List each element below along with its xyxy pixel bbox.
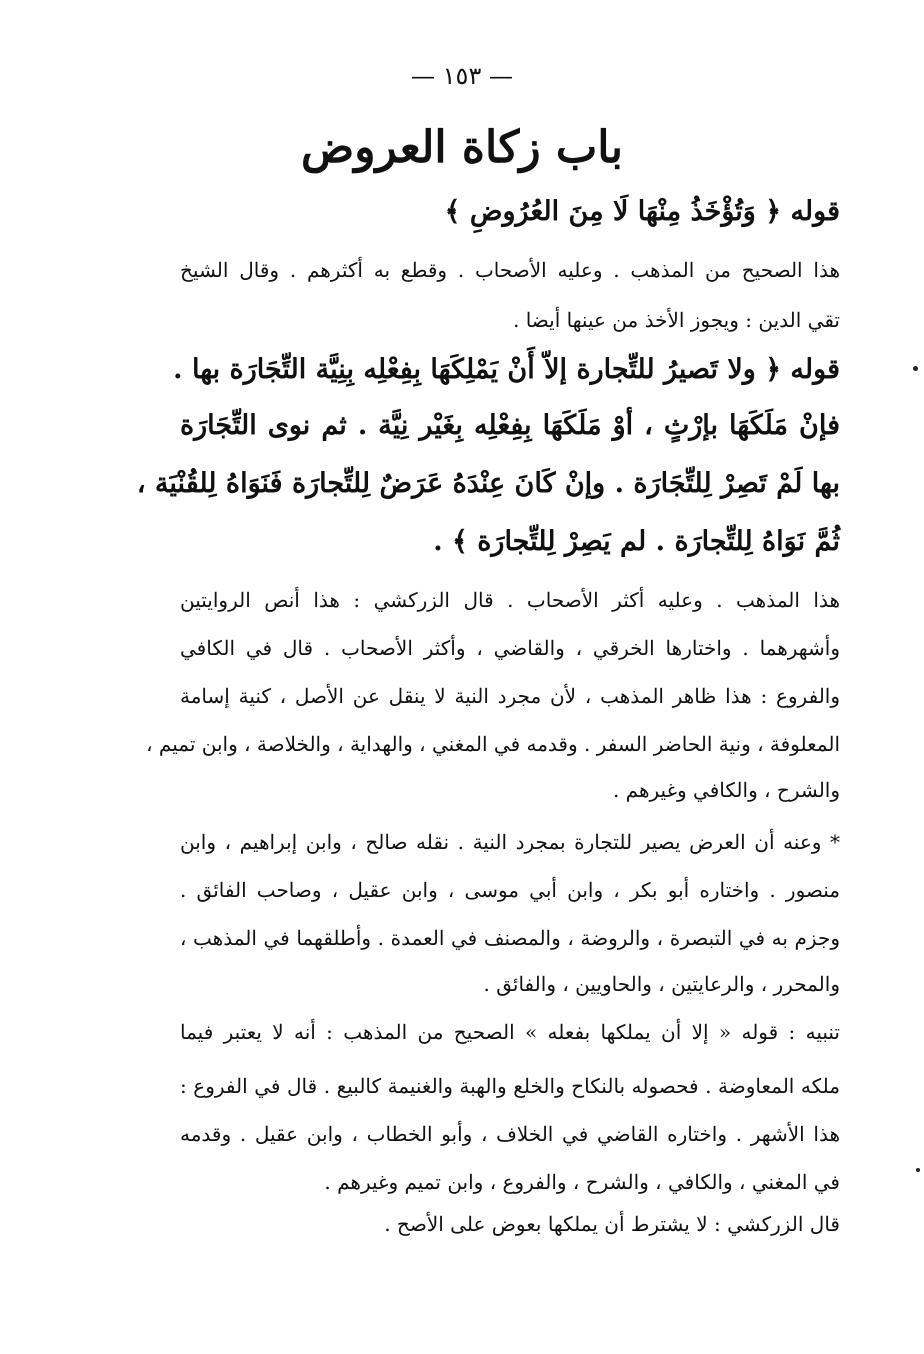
text-line: قوله ﴿ وَتُؤْخَذُ مِنْهَا لَا مِنَ العُرُوضِ ﴾ — [444, 196, 840, 227]
chapter-title: باب زكاة العروض — [301, 122, 623, 173]
text-line: هذا الصحيح من المذهب . وعليه الأصحاب . وقطع به أكثرهم . وقال الشيخ — [180, 258, 840, 282]
text-line: المعلوفة ، ونية الحاضر السفر . وقدمه في المغني ، والهداية ، والخلاصة ، وابن تميم ، — [146, 732, 840, 756]
text-line: والشرح ، والكافي وغيرهم . — [612, 778, 840, 802]
margin-speck — [913, 366, 918, 371]
text-line: تقي الدين : ويجوز الأخذ من عينها أيضا . — [512, 308, 840, 332]
margin-speck — [916, 1168, 920, 1172]
text-line: والفروع : هذا ظاهر المذهب ، لأن مجرد النية لا ينقل عن الأصل ، كنية إسامة — [180, 684, 840, 708]
text-line: والمحرر ، والرعايتين ، والحاويين ، والفائق . — [483, 972, 840, 996]
quote-block-1 — [180, 196, 840, 227]
text-line: منصور . واختاره أبو بكر ، وابن أبي موسى ، وابن عقيل ، وصاحب الفائق . — [180, 878, 840, 902]
text-line: فإنْ مَلَكَهَا بإرْثٍ ، أوْ مَلَكَهَا بِفِعْلِه بِغَيْر نِيَّة . ثم نوى التِّجَارَة — [180, 410, 840, 441]
text-line: قوله ﴿ ولا تَصيرُ للتِّجارة إلاّ أَنْ يَمْلِكَهَا بِفِعْلِه بِنِيَّة التِّجَارَة بها . — [173, 354, 840, 385]
text-line: هذا الأشهر . واختاره القاضي في الخلاف ، وأبو الخطاب ، وابن عقيل . وقدمه — [180, 1122, 840, 1146]
text-line: هذا المذهب . وعليه أكثر الأصحاب . قال الزركشي : هذا أنص الروايتين — [180, 588, 840, 612]
text-line: ملكه المعاوضة . فحصوله بالنكاح والخلع والهبة والغنيمة كالبيع . قال في الفروع : — [180, 1074, 840, 1098]
text-line: في المغني ، والكافي ، والشرح ، والفروع ، وابن تميم وغيرهم . — [324, 1170, 840, 1194]
page-number: — ١٥٣ — — [411, 62, 513, 90]
text-line: تنبيه : قوله « إلا أن يملكها بفعله » الصحيح من المذهب : أنه لا يعتبر فيما — [180, 1020, 840, 1044]
text-line: ثُمَّ نَوَاهُ لِلتِّجارَة . لم يَصِرْ لِلتِّجارَة ﴾ . — [433, 526, 840, 557]
text-line: بها لَمْ تَصِرْ لِلتِّجَارَة . وإنْ كَانَ عِنْدَهُ عَرَضٌ لِلتِّجارَة فَنَوَاهُ لِلقُنْيَة ، — [136, 468, 840, 499]
text-line: قال الزركشي : لا يشترط أن يملكها بعوض على الأصح . — [384, 1212, 840, 1236]
text-line: وجزم به في التبصرة ، والروضة ، والمصنف في العمدة . وأطلقهما في المذهب ، — [180, 926, 840, 950]
text-line: وأشهرهما . واختارها الخرقي ، والقاضي ، وأكثر الأصحاب . قال في الكافي — [180, 636, 840, 660]
text-line: * وعنه أن العرض يصير للتجارة بمجرد النية . نقله صالح ، وابن إبراهيم ، وابن — [180, 830, 840, 854]
